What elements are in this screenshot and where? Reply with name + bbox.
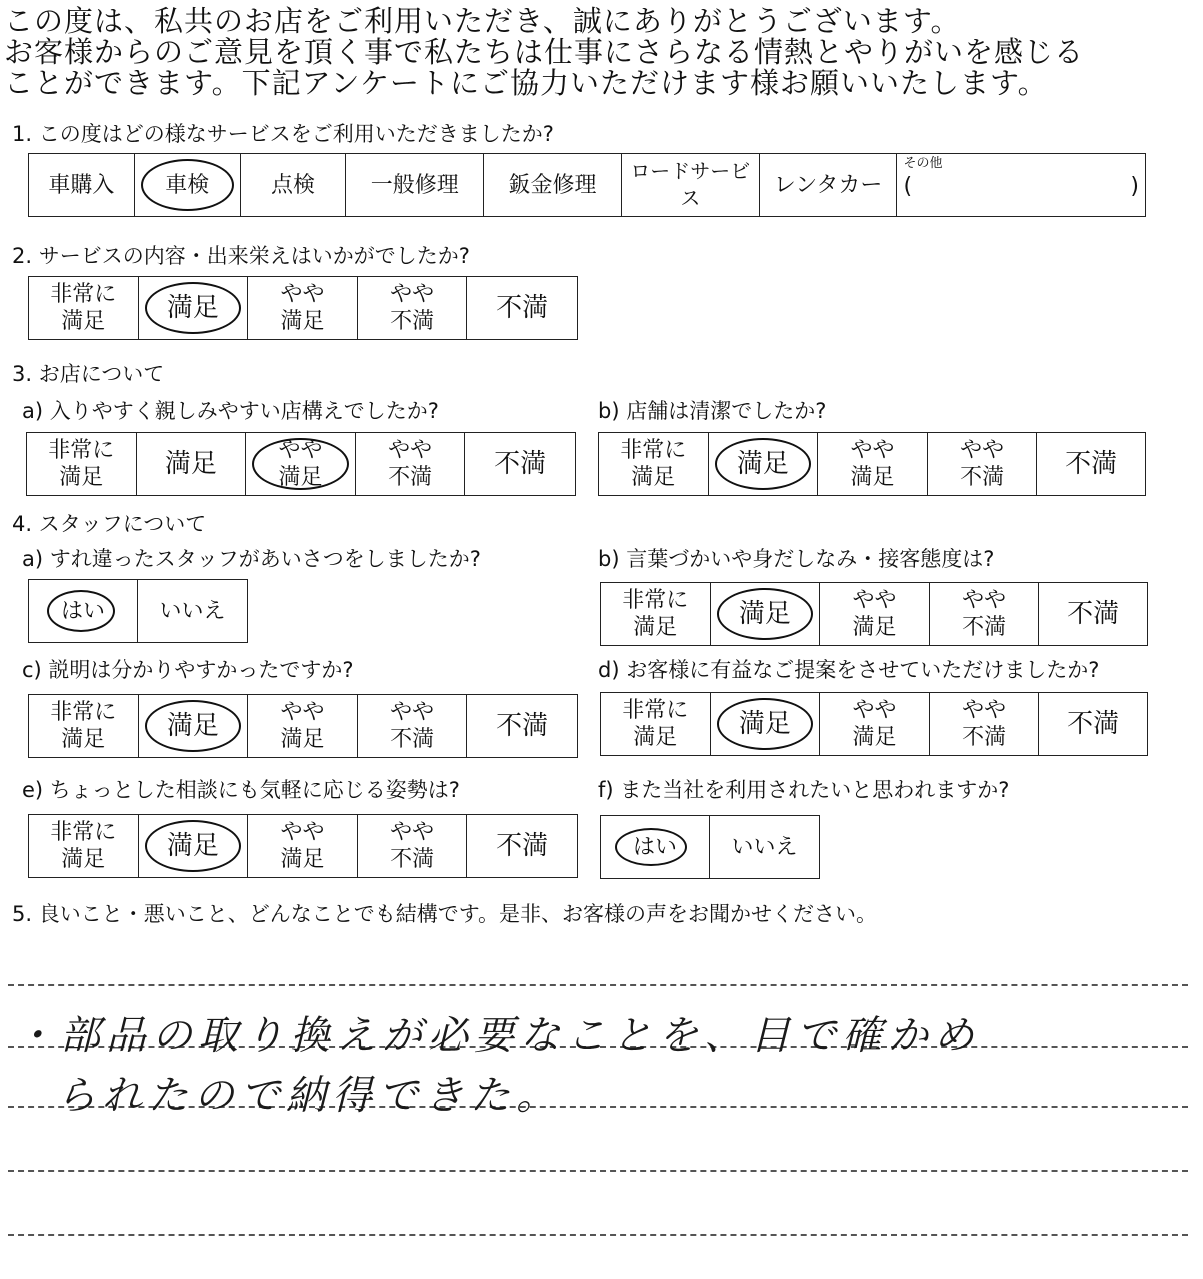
q2-title: 2. サービスの内容・出来栄えはいかがでしたか?: [12, 244, 470, 268]
q2-rating-table: [28, 276, 578, 340]
q4d-rating-table: [600, 692, 1148, 756]
q4f-title: f) また当社を利用されたいと思われますか?: [598, 778, 1010, 802]
intro-line-3: ことができます。下記アンケートにご協力いただけます様お願いいたします。: [4, 66, 1048, 100]
q4f-yes[interactable]: はい: [601, 816, 710, 878]
q4a-title: a) すれ違ったスタッフがあいさつをしましたか?: [22, 547, 481, 571]
q4b-dissatisfied[interactable]: 不満: [1067, 598, 1120, 629]
q4c-title: c) 説明は分かりやすかったですか?: [22, 658, 354, 682]
q4d-dissatisfied[interactable]: 不満: [1067, 708, 1120, 739]
q4e-satisfied[interactable]: 満足: [139, 815, 249, 877]
q4b-title: b) 言葉づかいや身だしなみ・接客態度は?: [598, 547, 995, 571]
q1-options-table: [28, 153, 1146, 217]
q4e-rating-table: [28, 814, 578, 878]
q3b-very-satisfied[interactable]: 非常に 満足: [599, 433, 709, 495]
q4c-rating-table: [28, 694, 578, 758]
q4c-dissatisfied[interactable]: 不満: [496, 710, 549, 741]
q3b-somewhat-dissatisfied[interactable]: やや 不満: [928, 433, 1038, 495]
q4b-very-satisfied[interactable]: 非常に 満足: [601, 583, 711, 645]
answer-line-5: [8, 1234, 1188, 1236]
q4b-satisfied[interactable]: 満足: [711, 583, 821, 645]
q4a-table: [28, 579, 248, 643]
q3a-somewhat-satisfied[interactable]: やや 満足: [246, 433, 356, 495]
q2-somewhat-satisfied[interactable]: やや 満足: [248, 277, 358, 339]
q3a-satisfied[interactable]: 満足: [137, 433, 247, 495]
q4c-somewhat-dissatisfied[interactable]: やや 不満: [358, 695, 468, 757]
q4c-somewhat-satisfied[interactable]: やや 満足: [248, 695, 358, 757]
other-label: その他: [903, 156, 943, 171]
q4f-table: [600, 815, 820, 879]
answer-line-1: [8, 984, 1188, 986]
q4d-somewhat-dissatisfied[interactable]: やや 不満: [930, 693, 1040, 755]
q4a-yes[interactable]: はい: [29, 580, 138, 642]
q4f-no[interactable]: いいえ: [731, 834, 798, 860]
intro-line-2: お客様からのご意見を頂く事で私たちは仕事にさらなる情熱とやりがいを感じる: [4, 35, 1085, 69]
q1-option-road-service[interactable]: ロードサービス: [622, 154, 760, 216]
q4d-very-satisfied[interactable]: 非常に 満足: [601, 693, 711, 755]
q4c-satisfied[interactable]: 満足: [139, 695, 249, 757]
q1-option-other[interactable]: その他 ( ): [903, 156, 1140, 199]
q4d-satisfied[interactable]: 満足: [711, 693, 821, 755]
q3a-title: a) 入りやすく親しみやすい店構えでしたか?: [22, 399, 439, 423]
q4e-somewhat-dissatisfied[interactable]: やや 不満: [358, 815, 468, 877]
q4b-somewhat-satisfied[interactable]: やや 満足: [820, 583, 930, 645]
q3a-somewhat-dissatisfied[interactable]: やや 不満: [356, 433, 466, 495]
q1-option-shaken[interactable]: 車検: [135, 154, 241, 216]
q1-option-body-repair[interactable]: 鈑金修理: [484, 154, 622, 216]
q4-title: 4. スタッフについて: [12, 512, 207, 536]
q5-title: 5. 良いこと・悪いこと、どんなことでも結構です。是非、お客様の声をお聞かせください。: [12, 902, 878, 926]
q2-very-satisfied[interactable]: 非常に 満足: [29, 277, 139, 339]
q4b-rating-table: [600, 582, 1148, 646]
handwritten-answer-line-1: ・部品の取り換えが必要なことを、目で確かめ: [14, 1013, 980, 1059]
q1-option-inspection[interactable]: 点検: [241, 154, 347, 216]
intro-line-1: この度は、私共のお店をご利用いただき、誠にありがとうございます。: [4, 4, 961, 38]
q4e-title: e) ちょっとした相談にも気軽に応じる姿勢は?: [22, 778, 460, 802]
q3b-satisfied[interactable]: 満足: [709, 433, 819, 495]
q4a-no[interactable]: いいえ: [159, 598, 226, 624]
q4d-somewhat-satisfied[interactable]: やや 満足: [820, 693, 930, 755]
q3a-very-satisfied[interactable]: 非常に 満足: [27, 433, 137, 495]
q3b-somewhat-satisfied[interactable]: やや 満足: [818, 433, 928, 495]
answer-line-4: [8, 1170, 1188, 1172]
q3b-dissatisfied[interactable]: 不満: [1065, 448, 1118, 479]
q3b-rating-table: [598, 432, 1146, 496]
handwritten-answer-line-2: られたので納得できた。: [56, 1073, 562, 1119]
q4e-dissatisfied[interactable]: 不満: [496, 830, 549, 861]
q2-dissatisfied[interactable]: 不満: [496, 292, 549, 323]
q1-option-car-purchase[interactable]: 車購入: [29, 154, 135, 216]
q3a-dissatisfied[interactable]: 不満: [494, 448, 547, 479]
q4d-title: d) お客様に有益なご提案をさせていただけましたか?: [598, 658, 1100, 682]
q3-title: 3. お店について: [12, 362, 165, 386]
q4c-very-satisfied[interactable]: 非常に 満足: [29, 695, 139, 757]
q4e-very-satisfied[interactable]: 非常に 満足: [29, 815, 139, 877]
q4b-somewhat-dissatisfied[interactable]: やや 不満: [930, 583, 1040, 645]
q1-option-general-repair[interactable]: 一般修理: [346, 154, 484, 216]
q1-title: 1. この度はどの様なサービスをご利用いただきましたか?: [12, 122, 554, 146]
q1-option-rental-car[interactable]: レンタカー: [760, 154, 898, 216]
q2-satisfied[interactable]: 満足: [139, 277, 249, 339]
q3a-rating-table: [26, 432, 576, 496]
q2-somewhat-dissatisfied[interactable]: やや 不満: [358, 277, 468, 339]
intro-text: [4, 6, 1194, 99]
q4e-somewhat-satisfied[interactable]: やや 満足: [248, 815, 358, 877]
q3b-title: b) 店舗は清潔でしたか?: [598, 399, 827, 423]
